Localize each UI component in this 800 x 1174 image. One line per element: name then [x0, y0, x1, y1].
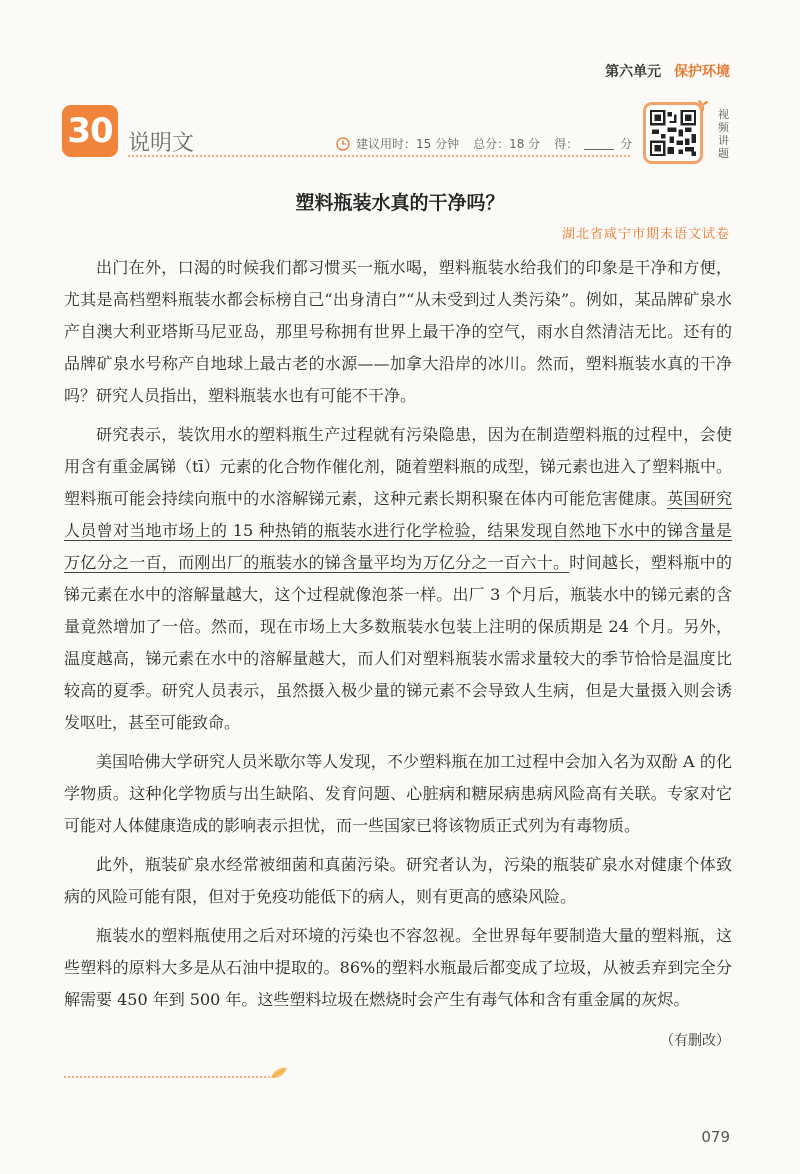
lesson-type: 说明文 — [128, 131, 195, 156]
page-number: 079 — [701, 1128, 730, 1146]
score-unit: 分 — [620, 137, 633, 151]
unit-header — [605, 61, 730, 81]
score-blank[interactable] — [584, 137, 614, 150]
paragraph-4: 此外，瓶装矿泉水经常被细菌和真菌污染。研究者认为，污染的瓶装矿泉水对健康个体致病的风险可能有限，但对于免疫功能低下的病人，则有更高的感染风险。 — [64, 855, 732, 906]
paragraph-2-end: 时间越长，塑料瓶中的锑元素在水中的溶解量越大，这个过程就像泡茶一样。出厂 3 个月后，瓶装水中的锑元素的含量竟然增加了一倍。然而，现在市场上大多数瓶装水包装上注明的保质期是 24 个月。另外，温度越高，锑元素在水中的溶解量越大，而人们对塑料瓶装水需求量较大的季节恰恰是温度比较高的夏季。研究人员表示，虽然摄入极少量的锑元素不会导致人生病，但是大量摄入则会诱发呕吐，甚至可能致命。 — [64, 553, 732, 732]
suggested-time: 建议用时：15 分钟 — [356, 137, 460, 151]
unit-label: 第六单元 — [605, 64, 662, 80]
paragraph-1: 出门在外，口渴的时候我们都习惯买一瓶水喝，塑料瓶装水给我们的印象是干净和方便，尤其是高档塑料瓶装水都会标榜自己“出身清白”“从未受到过人类污染”。例如，某品牌矿泉水产自澳大利亚塔斯马尼亚岛，那里号称拥有世界上最干净的空气，雨水自然清洁无比。还有的品牌矿泉水号称产自地球上最古老的水源——加拿大沿岸的冰川。然而，塑料瓶装水真的干净吗？研究人员指出，塑料瓶装水也有可能不干净。 — [64, 258, 732, 405]
paragraph-5: 瓶装水的塑料瓶使用之后对环境的污染也不容忽视。全世界每年要制造大量的塑料瓶，这些塑料的原料大多是从石油中提取的。86%的塑料水瓶最后都变成了垃圾，从被丢弃到完全分解需要 450 年到 500 年。这些塑料垃圾在燃烧时会产生有毒气体和含有重金属的灰烬。 — [64, 926, 732, 1009]
header-divider — [128, 155, 630, 157]
video-qr-code[interactable] — [643, 102, 703, 164]
article-body — [64, 252, 732, 1023]
underlined-sentence: 英国研究人员曾对当地市场上的 15 种热销的瓶装水进行化学检验，结果发现自然地下水中的锑含量是万亿分之一百，而刚出厂的瓶装水的锑含量平均为万亿分之一百六十。 — [64, 489, 732, 572]
paragraph-2 — [64, 419, 732, 739]
article-title: 塑料瓶装水真的干净吗？ — [295, 192, 505, 214]
article-source: 湖北省咸宁市期末语文试卷 — [561, 227, 730, 242]
total-score: 总分：18 分 — [473, 137, 541, 151]
clock-icon — [336, 137, 350, 151]
exercise-info — [336, 135, 632, 152]
unit-topic: 保护环境 — [674, 64, 730, 80]
lesson-number-badge: 30 — [62, 105, 118, 157]
footer-divider — [64, 1076, 274, 1078]
sprout-icon — [696, 98, 710, 112]
paragraph-2-start: 研究表示，装饮用水的塑料瓶生产过程就有污染隐患，因为在制造塑料瓶的过程中，会使用含有重金属锑（tī）元素的化合物作催化剂，随着塑料瓶的成型，锑元素也进入了塑料瓶中。塑料瓶可能会持续向瓶中的水溶解锑元素，这种元素长期积聚在体内可能危害健康。 — [64, 425, 732, 508]
score-label: 得： — [554, 137, 579, 151]
leaf-icon — [270, 1066, 288, 1080]
qr-code-icon — [650, 109, 696, 157]
qr-label: 视频讲题 — [718, 108, 729, 160]
paragraph-3: 美国哈佛大学研究人员米歇尔等人发现，不少塑料瓶在加工过程中会加入名为双酚 A 的化学物质。这种化学物质与出生缺陷、发育问题、心脏病和糖尿病患病风险高有关联。专家对它可能对人体健康造成的影响表示担忧，而一些国家已将该物质正式列为有毒物质。 — [64, 752, 732, 835]
abridged-note: （有删改） — [660, 1033, 730, 1049]
